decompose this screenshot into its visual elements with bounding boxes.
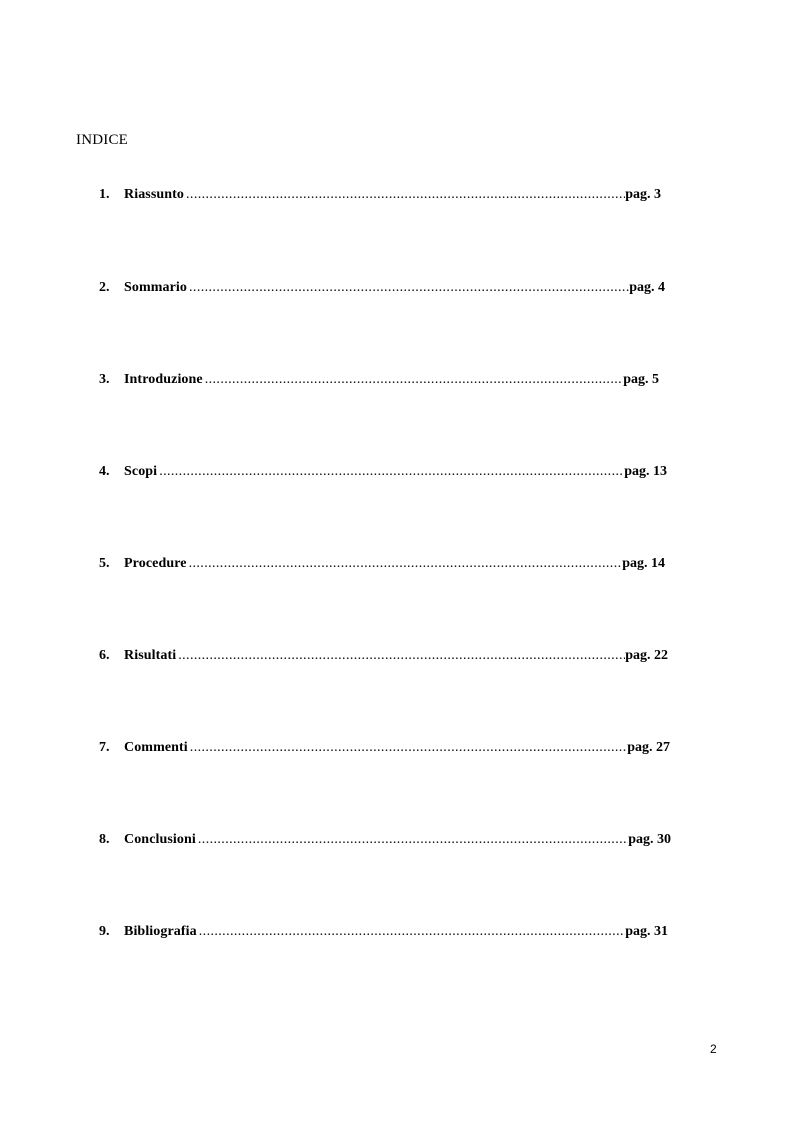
toc-entry-title: Riassunto xyxy=(124,187,185,202)
toc-dot-leader xyxy=(197,924,625,940)
toc-entry-page: pag. 27 xyxy=(627,740,670,755)
toc-entry-title: Sommario xyxy=(124,280,188,295)
toc-entry xyxy=(99,372,659,392)
toc-dot-leader xyxy=(187,280,629,296)
toc-entry-page: pag. 4 xyxy=(629,280,665,295)
toc-entry-page: pag. 31 xyxy=(625,924,668,939)
toc-entry xyxy=(99,280,665,300)
toc-entry-page: pag. 30 xyxy=(628,832,671,847)
toc-entry xyxy=(99,924,668,944)
toc-entry-number: 9. xyxy=(99,924,110,939)
toc-entry-page: pag. 22 xyxy=(625,648,668,663)
toc-entry-number: 3. xyxy=(99,372,110,387)
toc-entry xyxy=(99,832,671,852)
toc-entry-title: Scopi xyxy=(124,464,158,479)
toc-dot-leader xyxy=(176,648,625,664)
toc-entry-page: pag. 3 xyxy=(625,187,661,202)
toc-entry-number: 1. xyxy=(99,187,110,202)
toc-entry-title: Commenti xyxy=(124,740,188,755)
page-title: INDICE xyxy=(76,132,129,148)
toc-entry-number: 5. xyxy=(99,556,110,571)
toc-entry-page: pag. 13 xyxy=(624,464,667,479)
toc-dot-leader xyxy=(187,556,623,572)
toc-entry xyxy=(99,556,665,576)
toc-entry-number: 6. xyxy=(99,648,110,663)
toc-entry-page: pag. 14 xyxy=(622,556,665,571)
page-number: 2 xyxy=(710,1042,717,1056)
toc-entry xyxy=(99,740,670,760)
toc-dot-leader xyxy=(157,464,624,480)
toc-dot-leader xyxy=(196,832,628,848)
toc-entry-title: Procedure xyxy=(124,556,187,571)
toc-dot-leader xyxy=(188,740,627,756)
toc-entry-number: 4. xyxy=(99,464,110,479)
toc-entry xyxy=(99,187,661,207)
toc-entry-page: pag. 5 xyxy=(623,372,659,387)
toc-entry xyxy=(99,648,668,668)
toc-entry-title: Conclusioni xyxy=(124,832,196,847)
toc-entry-number: 7. xyxy=(99,740,110,755)
toc-entry-number: 2. xyxy=(99,280,110,295)
toc-entry-title: Risultati xyxy=(124,648,177,663)
toc-dot-leader xyxy=(203,372,623,388)
toc-entry-number: 8. xyxy=(99,832,110,847)
toc-entry xyxy=(99,464,667,484)
toc-dot-leader xyxy=(184,187,625,203)
toc-entry-title: Bibliografia xyxy=(124,924,197,939)
toc-entry-title: Introduzione xyxy=(124,372,203,387)
